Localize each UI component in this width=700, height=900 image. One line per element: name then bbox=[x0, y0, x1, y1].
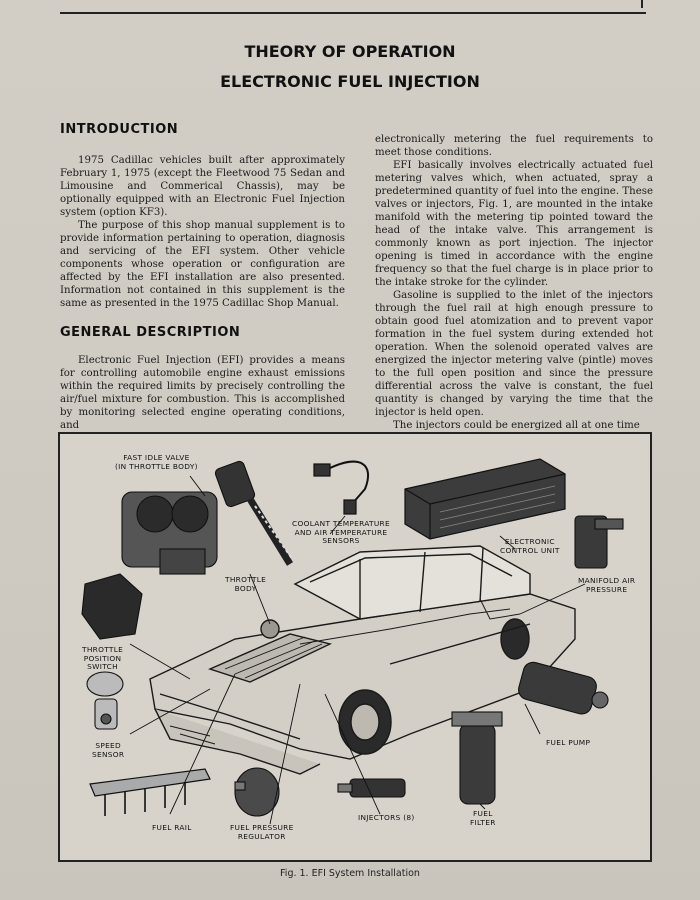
right-paragraph-2: Gasoline is supplied to the inlet of the injectors through the fuel rail at high enough pressure to obtain good fuel atomization and to prevent vapor formation in the fuel system during extended hot operation. When the solenoid operated valves are energized the injector metering valve (pintle) moves to the full open position and since the pressure differential across the valve is constant, the fuel quantity is changed by varying the time that the injector is held open. bbox=[375, 290, 653, 418]
label-filter-line1: FUEL bbox=[473, 809, 493, 818]
top-rule-tick bbox=[641, 0, 643, 8]
throttle-body-drawing bbox=[122, 492, 217, 574]
page-subtitle: ELECTRONIC FUEL INJECTION bbox=[220, 72, 480, 91]
fast-idle-valve-drawing bbox=[214, 460, 293, 564]
introduction-heading: INTRODUCTION bbox=[60, 122, 179, 137]
label-fast-idle-valve bbox=[115, 454, 198, 471]
intro-paragraph-2: The purpose of this shop manual supplement is to provide information pertaining to operation, diagnosis and servicing of the EFI system. Other vehicle components whose operation or configuration are affected by the EFI installation are also presented. Information not contained in this supplement is the same as presented in the 1975 Cadillac Shop Manual. bbox=[60, 220, 345, 309]
label-throttle-position-switch bbox=[82, 646, 123, 672]
label-throttle-body bbox=[225, 576, 266, 593]
label-coolant-line2: AND AIR TEMPERATURE bbox=[294, 527, 388, 537]
label-fpr-line1: FUEL PRESSURE bbox=[230, 823, 294, 832]
general-description-heading: GENERAL DESCRIPTION bbox=[60, 325, 241, 340]
electronic-control-unit-drawing bbox=[405, 459, 565, 539]
top-rule bbox=[60, 12, 646, 14]
general-description-body bbox=[60, 354, 345, 432]
page-title: THEORY OF OPERATION bbox=[244, 42, 456, 61]
label-coolant-line3: SENSORS bbox=[322, 536, 360, 546]
label-coolant-line1: COOLANT TEMPERATURE bbox=[292, 519, 390, 528]
right-paragraph-1: EFI basically involves electrically actuated fuel metering valves which, when actuated, spray a predetermined quantity of fuel into the engine. These valves or injectors, Fig. 1, are mounted in the intake manifold with the metering tip pointed toward the head of the intake valve. This arrangement is commonly known as port injection. The injector opening is timed in accordance with the engine frequency so that the fuel charge is in place prior to the intake stroke for the cylinder. bbox=[375, 160, 653, 288]
label-electronic-control-unit bbox=[500, 538, 560, 555]
label-throttle-body-line1: THROTTLE bbox=[225, 575, 267, 584]
label-ecu-line2: CONTROL UNIT bbox=[500, 545, 560, 555]
intro-paragraph-1: 1975 Cadillac vehicles built after approximately February 1, 1975 (except the Fleetwood 75 Sedan and Limousine and Commerical Chassis), may be optionally equipped with an Electronic Fuel Injection system (option KF3). bbox=[60, 155, 345, 218]
label-fast-idle-line2: (IN THROTTLE BODY) bbox=[115, 461, 198, 471]
fuel-pump-drawing bbox=[516, 660, 608, 716]
label-fast-idle-line1: FAST IDLE VALVE bbox=[123, 453, 190, 462]
injector-drawing bbox=[338, 779, 405, 797]
label-fuel-pump: FUEL PUMP bbox=[546, 738, 591, 747]
label-tps-line1: THROTTLE bbox=[82, 645, 124, 654]
label-speed-line2: SENSOR bbox=[92, 749, 125, 759]
label-speed-line1: SPEED bbox=[95, 741, 122, 750]
label-fuel-filter bbox=[470, 810, 496, 827]
efi-figure bbox=[58, 432, 652, 862]
efi-illustration bbox=[60, 434, 650, 860]
introduction-body bbox=[60, 154, 345, 310]
temperature-sensor-drawing bbox=[314, 462, 368, 514]
label-ecu-line1: ELECTRONIC bbox=[504, 537, 555, 546]
general-paragraph-1: Electronic Fuel Injection (EFI) provides a means for controlling automobile engine exhaust emissions within the required limits by precisely controlling the air/fuel mixture for combustion. This is accomplished by monitoring selected engine operating conditions, and bbox=[60, 355, 345, 431]
car-drawing bbox=[150, 546, 575, 774]
label-speed-sensor bbox=[92, 742, 124, 759]
label-filter-line2: FILTER bbox=[470, 817, 496, 827]
right-column-body bbox=[375, 133, 653, 432]
speed-sensor-drawing bbox=[87, 672, 123, 729]
fuel-rail-drawing bbox=[90, 769, 210, 816]
label-tps-line3: SWITCH bbox=[87, 662, 118, 672]
label-coolant-air-temp-sensors bbox=[292, 520, 390, 546]
label-fuel-rail: FUEL RAIL bbox=[152, 823, 192, 832]
fuel-pressure-regulator-drawing bbox=[235, 768, 279, 816]
label-manifold-air-pressure bbox=[578, 577, 635, 594]
label-manifold-line1: MANIFOLD AIR bbox=[578, 576, 636, 585]
manifold-air-pressure-drawing bbox=[575, 516, 623, 568]
label-fuel-pressure-regulator bbox=[230, 824, 294, 841]
label-manifold-line2: PRESSURE bbox=[586, 584, 628, 594]
label-throttle-body-line2: BODY bbox=[234, 583, 257, 593]
label-injectors: INJECTORS (8) bbox=[358, 813, 415, 822]
fuel-filter-drawing bbox=[452, 712, 502, 804]
figure-caption: Fig. 1. EFI System Installation bbox=[280, 868, 420, 879]
right-paragraph-3: The injectors could be energized all at one time bbox=[393, 420, 640, 431]
label-tps-line2: POSITION bbox=[83, 653, 122, 663]
right-paragraph-0: electronically metering the fuel requirements to meet those conditions. bbox=[375, 134, 653, 158]
throttle-position-switch-drawing bbox=[82, 574, 142, 639]
label-fpr-line2: REGULATOR bbox=[237, 831, 286, 841]
